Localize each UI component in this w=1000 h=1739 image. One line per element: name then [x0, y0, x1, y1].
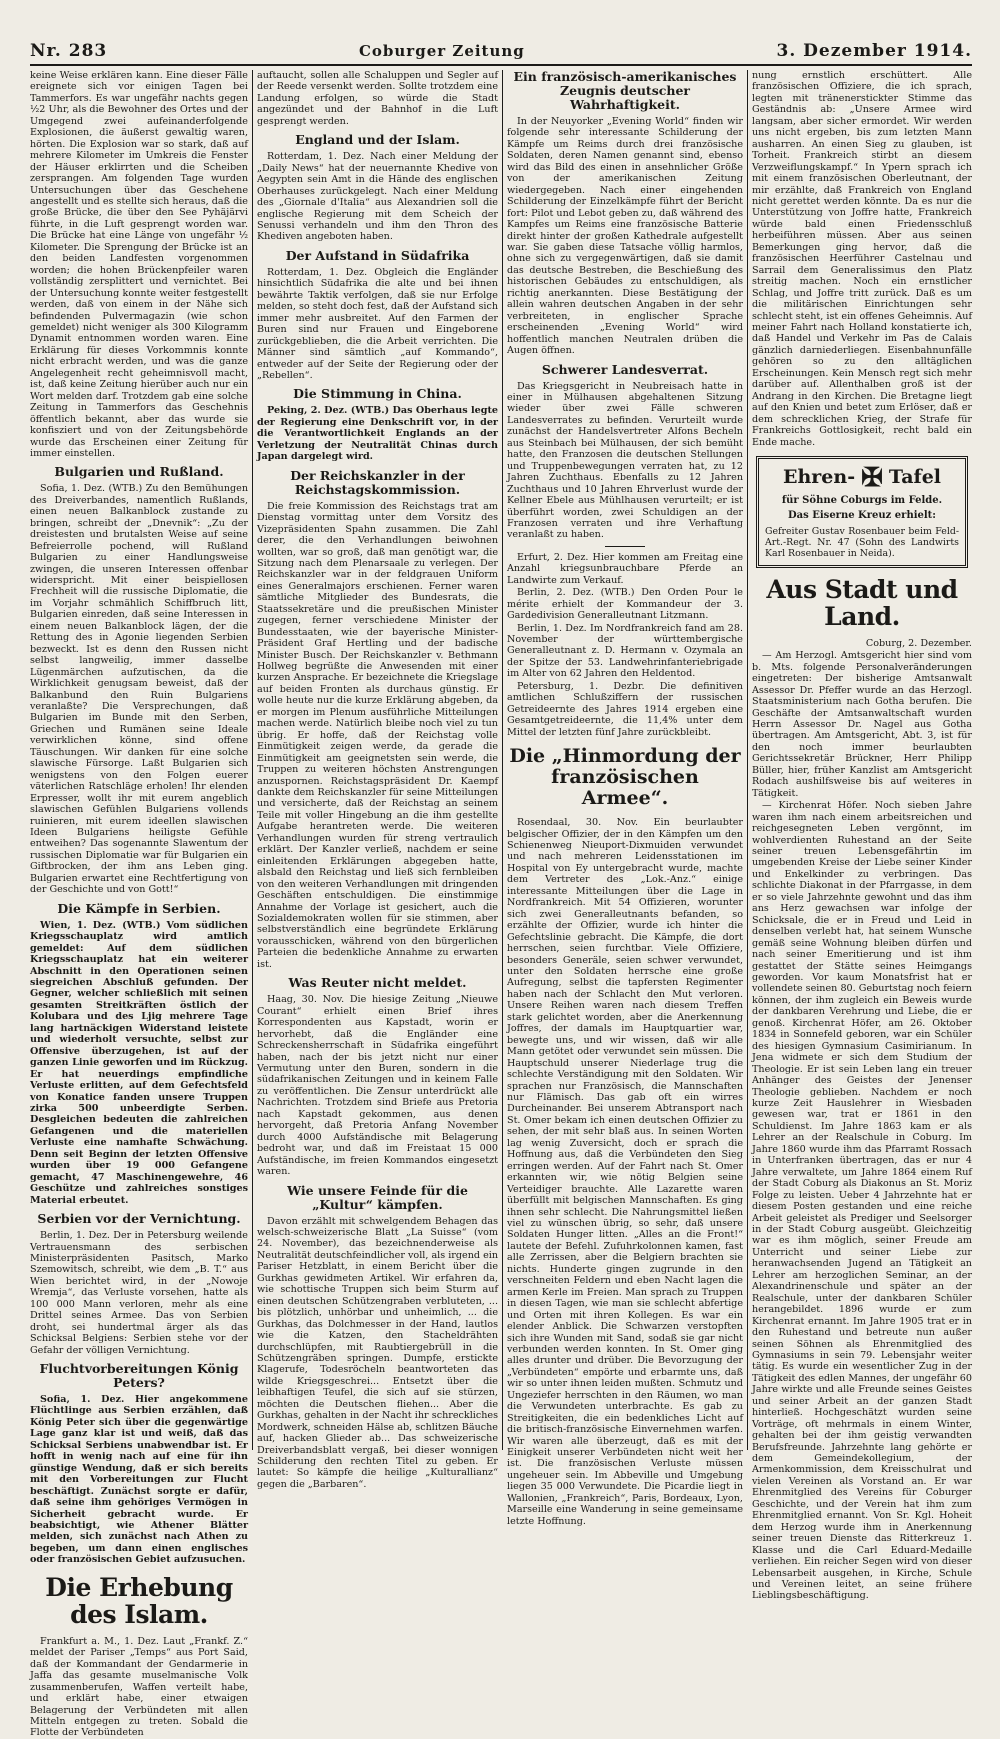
- column-3: [507, 69, 743, 1527]
- article-text: Rotterdam, 1. Dez. Nach einer Meldung der „Daily News“ hat der neuernannte Khedive von Aegypten sein Amt in die Hände des englischen Oberhauses zurückgelegt. Nach einer Meldung des „Giornale d'Italia“ aus Alexandrien soll die englische Regierung mit dem Scheich der Senussi verhandeln und ihm den Thron des Khediven angeboten haben.: [257, 151, 498, 243]
- article-text: Das Kriegsgericht in Neubreisach hatte in einer in Mülhausen abgehaltenen Sitzung wieder über zwei Fälle schweren Landesverrates zu befinden. Verurteilt wurde zunächst der Handelsvertreter Alfons Becheln aus Steinbach bei Mülhausen, der sich bemüht hatte, den Franzosen die deutschen Stellungen und Truppenbewegungen verraten hat, zu 12 Jahren Zuchthaus. Ebenfalls zu 12 Jahren Zuchthaus und 10 Jahren Ehrverlust wurde der Kellner Ebele aus Mühlhausen verurteilt; er ist überführt worden, zwei Schuldigen an der Franzosen verraten und ihre Verhaftung veranlaßt zu haben.: [507, 380, 743, 541]
- honor-roll-heading: Das Eiserne Kreuz erhielt:: [788, 510, 936, 522]
- article-text: Rosendaal, 30. Nov. Ein beurlaubter belgischer Offizier, der in den Kämpfen um den Schienenweg Nieuport-Dixmuiden verwundet und nach mehreren Leidensstationen im Hospital von Ey untergebracht wurde, machte dem Vertreter des „Lok.-Anz.“ einige interessante Mitteilungen über die Lage in Nordfrankreich. Mit 54 Offizieren, worunter sich zwei Generalleutnants befanden, so erzählte der Offizier, wurde ich hinter die Gefechtslinie gebracht. Die Kämpfe, die dort herrschen, seien furchtbar. Viele Offiziere, besonders Generäle, seien schwer verwundet, unter den Soldaten herrsche eine große Aufregung, selbst die tapfersten Regimenter haben nach der Schlacht den Mut verloren. Unsere Reihen waren nach diesem Treffen stark gelichtet worden, aber die Anerkennung Joffres, der damals im Hauptquartier war, bewegte uns, und wir wissen, daß wir alle Mann getötet oder verwundet sein müssen. Die Hauptschuld unserer Niederlage trug die schlechte Verständigung mit den Soldaten. Wir sprachen nur Französisch, die Mannschaften nur Flämisch. Das gab oft ein wirres Durcheinander. Bei unserem Abtransport nach St. Omer bekam ich einen deutschen Offizier zu sehen, der mit sehr blaß aus. In seinen Worten lag wenig Zuversicht, doch er sprach die Hoffnung aus, daß die Verbündeten den Sieg erringen werden. Auf der Fahrt nach St. Omer erkannten wir, wie nötig Belgien seine Verteidiger brauchte. Alle Lazarette waren überfüllt mit belgischen Mannschaften. Es ging ihnen sehr schlecht. Die Nahrungsmittel ließen viel zu wünschen übrig, so sehr, daß unsere Soldaten Hunger litten. „Alles an die Front!“ lautete der Befehl. Zufuhrkolonnen kamen, fast alle Zerrissen, aber die Belgiern brachten sie nichts. Hunderte gingen zugrunde in den verschneiten Feldern und eben Nacht lagen die armen Kerle im Freien. Man sprach zu Truppen in diesen Tagen, wie man sie schlecht abfertige und Orten mit ihren Kollegen. Es war ein elender Anblick. Die Schwarzen verstopften sich ihre Wunden mit Sand, sodaß sie gar nicht verbunden werden konnten. In St. Omer ging alles drunter und drüber. Die Bevorzugung der „Verbündeten“ empörte und erbarmte uns, daß wir so unter ihnen leiden mußten. Schmutz und Ungeziefer herrschten in den Räumen, wo man die Verwundeten unterbrachte. Es gab zu Streitigkeiten, die ein bedenkliches Licht auf die britisch-französische Einvernehmen warfen. Wir waren alle überzeugt, daß es mit der Einigkeit unserer Verbündeten nicht weit her ist. Die französischen Verluste müssen ungeheuer sein. Im Abbeville und Umgebung liegen 35 000 Verwundete. Die Picardie liegt in Wallonien, „Frankreich“, Paris, Bordeaux, Lyon, Marseille eine Wanderung in seine gemeinsame letzte Hoffnung.: [507, 817, 743, 1527]
- headline-south-africa: Der Aufstand in Südafrika: [285, 247, 470, 263]
- headline-bulgaria: Bulgarien und Rußland.: [54, 464, 224, 480]
- headline-king-peter: Fluchtvorbereitungen König Peters?: [39, 1361, 239, 1391]
- headline-reuter: Was Reuter nicht meldet.: [288, 975, 467, 991]
- article-text: Die freie Kommission des Reichstags trat am Dienstag vormittag unter dem Vorsitz des Vizepräsidenten Spahn zusammen. Die Zahl derer, die den Verhandlungen beiwohnen wollten, war so groß, daß man genötigt war, die Sitzung nach dem Plenarsaale zu verlegen. Der Reichskanzler war in der feldgrauen Uniform eines Generalmajors erschienen. Ferner waren sämtliche Mitglieder des Bundesrats, die Staatssekretäre und die preußischen Minister zugegen, ferner verschiedene Minister der Bundesstaaten, wie der bayerische Minister-Präsident Graf Hertling und der badische Minister Busch. Der Reichskanzler v. Bethmann Hollweg begrüßte die Anwesenden mit einer kurzen Ansprache. Er bezeichnete die Kriegslage auf beiden Fronten als durchaus günstig. Er wolle heute nur die kurze Erklärung abgeben, da er morgen im Plenum ausführliche Mitteilungen machen werde. Natürlich bleibe noch viel zu tun übrig. Er hoffe, daß der Reichstag volle Einmütigkeit zeigen werde, da gerade die Einmütigkeit am geeignetsten sein werde, die Truppen zu weiteren höchsten Anstrengungen anzuspornen. Reichstagspräsident Dr. Kaempf dankte dem Reichskanzler für seine Mitteilungen und versicherte, daß der Reichstag an seinem Teile mit voller Hingebung an die ihm gestellte Aufgabe herantreten werde. Die weiteren Verhandlungen wurden für streng vertraulich erklärt. Der Kanzler verließ, nachdem er seine einleitenden Erklärungen abgegeben hatte, alsbald den Reichstag und ließ sich fernbleiben von den weiteren Verhandlungen mit dringenden Geschäften entschuldigen. Die einstimmige Annahme der Vorlage ist gesichert, auch die Sozialdemokraten wollen für sie stimmen, aber selbstverständlich eine begründete Erklärung vorausschicken, während von den bürgerlichen Parteien die bedenkliche Annahme zu erwarten ist.: [257, 500, 498, 970]
- honor-roll-box: [756, 456, 968, 568]
- column-rule: [747, 70, 748, 1450]
- column-4: [752, 70, 972, 1602]
- honor-roll-title-left: Ehren-: [782, 466, 856, 489]
- column-1: [30, 70, 248, 1739]
- newspaper-title: Coburger Zeitung: [358, 42, 525, 60]
- headline-treason: Schwerer Landesverrat.: [541, 361, 709, 377]
- article-text: keine Weise erklären kann. Eine dieser Fälle ereignete sich vor einigen Tagen bei Tammerfors. Es war ungefähr nachts gegen ½2 Uhr, als die Bewohner des Ortes und der Umgegend zwei aufeinanderfolgende Explosionen, die äußerst gewaltig waren, hörten. Die Explosion war so stark, daß auf mehrere Kilometer im Umkreis die Fenster der Häuser erklirrten und die Scheiben zersprangen. Am folgenden Tage wurden Untersuchungen über das Geschehene angestellt und es stellte sich heraus, daß die große Brücke, die über den See Pyhäjärvi führte, in die Luft gesprengt worden war. Die Brücke hat eine Länge von ungefähr ½ Kilometer. Die Sprengung der Brücke ist an den beiden Landfesten vorgenommen worden; die hohen Brückenpfeiler waren vollständig zersplittert und vernichtet. Bei der Untersuchung konnte weiter festgestellt werden, daß von einem in der Nähe sich befindenden Pulvermagazin (wie schon gemeldet) nicht weniger als 300 Kilogramm Dynamit entnommen worden waren. Eine Erklärung für dieses Vorkommnis konnte nicht erbracht werden, und was die ganze Angelegenheit recht geheimnisvoll macht, ist, daß keine Zeitung hierüber auch nur ein Wort melden darf. Trotzdem gab eine solche Zeitung in Tammerfors das Geschehnis öffentlich bekannt, aber das wurde sie konfisziert und von der Zeitungsbehörde wurde das Erscheinen einer Zeitung für immer einstellen.: [30, 70, 248, 459]
- honor-roll-title: [765, 462, 959, 493]
- headline-china: Die Stimmung in China.: [293, 386, 462, 402]
- column-2: [257, 70, 498, 1490]
- dateline: Coburg, 2. Dezember.: [865, 637, 972, 649]
- honor-roll-subtitle: für Söhne Coburgs im Felde.: [781, 494, 943, 506]
- article-text: Petersburg, 1. Dezbr. Die definitiven amtlichen Schlußziffern der russischen Getreideernte des Jahres 1914 ergeben eine Gesamtgetreideernte, die 11,4% unter dem Mittel der letzten fünf Jahre zurückbleibt.: [507, 680, 743, 738]
- article-text: Sofia, 1. Dez. Hier angekommene Flüchtlinge aus Serbien erzählen, daß König Peter sich über die gegenwärtige Lage ganz klar ist und weiß, daß das Schicksal Serbiens unabwendbar ist. Er hofft in wenig nach auf eine für ihn günstige Wendung, daß er sich bereits mit den Vorbereitungen zur Flucht beschäftigt. Zunächst sorgte er dafür, daß seine ihm gehöriges Vermögen in Sicherheit gebracht wurde. Er beabsichtigt, wie Athener Blätter melden, sich zunächst nach Athen zu begeben, um dann einen englisches oder französischen Gebiet aufzusuchen.: [30, 1394, 248, 1566]
- headline-serbia-destruction: Serbien vor der Vernichtung.: [37, 1211, 241, 1227]
- article-text: nung ernstlich erschüttert. Alle französischen Offiziere, die ich sprach, legten mit tränenerstickter Stimme das Geständnis ab: „Unsere Armee wird langsam, aber sicher ermordet. Wir werden uns nicht ergeben, bis zum letzten Mann ausharren. An einen Sieg zu glauben, ist Torheit. Frankreich stirbt an diesem Verzweiflungskampf.“ In Ypern sprach ich mit einem französischen Oberleutnant, der mir erzählte, daß Frankreich von England nicht gerettet werden könnte. Da es nur die Unterstützung von Joffre hatte, Frankreich würde bald einen Friedensschluß herbeiführen müssen. Aber aus seinen Bemerkungen ging hervor, daß die französischen Heerführer Castelnau und Sarrail dem Generalissimus den Platz streitig machen. Noch ein ernstlicher Schlag, und Joffre tritt zurück. Daß es um die militärischen Einrichtungen sehr schlecht steht, ist ein offenes Geheimnis. Auf meiner Fahrt nach Holland konstatierte ich, daß Handel und Verkehr im Pas de Calais gänzlich darniederliegen. Eisenbahnunfälle gehören so zu den alltäglichen Erscheinungen. Kein Mensch regt sich mehr darüber auf. Allenthalben groß ist der Andrang in den Kirchen. Die Bretagne liegt auf den Knien und betet zum Erlöser, daß er dem schrecklichen Krieg, der Strafe für Frankreichs Gottlosigkeit, recht bald ein Ende mache.: [752, 70, 972, 448]
- article-text: Berlin, 1. Dez. Der in Petersburg weilende Vertrauensmann des serbischen Ministerpräsidenten Pasitsch, Marko Szemowitsch, schreibt, wie dem „B. T.“ aus Wien berichtet wird, in der „Nowoje Wremja“, das Verluste vorsehen, hatte als 100 000 Mann verloren, mehr als eine Drittel seines Armee. Das von Serbien droht, sei hundertmal ärger als das Schicksal Belgiens: Serbien stehe vor der Gefahr der völligen Vernichtung.: [30, 1230, 248, 1356]
- headline-chancellor: Der Reichskanzler in der Reichstagskommission.: [290, 467, 465, 497]
- honor-roll-entry: Gefreiter Gustav Rosenbauer beim Feld-Art.-Regt. Nr. 47 (Sohn des Landwirts Karl Rosenbauer in Neida).: [765, 525, 959, 559]
- article-text: — Am Herzogl. Amtsgericht hier sind vom b. Mts. folgende Personalveränderungen eingetreten: Der bisherige Amtsanwalt Assessor Dr. Pfeffer wurde an das Herzogl. Staatsministerium nach Gotha berufen. Die Geschäfte der Amtsanwaltschaft wurden Herrn Assessor Dr. Nagel aus Gotha übertragen. Am Amtsgericht, Abt. 3, ist für den noch immer beurlaubten Gerichtssekretär Brückner, Herr Philipp Büller, hier, früher Kanzlist am Amtsgericht Rodach aushilfsweise bis auf weiteres in Tätigkeit.: [752, 650, 972, 799]
- column-rule: [502, 70, 503, 1450]
- article-text: Erfurt, 2. Dez. Hier kommen am Freitag eine Anzahl kriegsunbrauchbare Pferde an Landwirte zum Verkauf.: [507, 551, 743, 586]
- headline-city-country: Aus Stadt und Land.: [766, 574, 958, 631]
- masthead: [30, 38, 972, 66]
- headline-islam: Die Erhebung des Islam.: [45, 1572, 233, 1629]
- article-text: Frankfurt a. M., 1. Dez. Laut „Frankf. Z.“ meldet der Pariser „Temps“ aus Port Said, daß der Kommandant der Gendarmerie in Jaffa das gesamte muselmanische Volk zusammenberufen, Waffen verteilt habe, und erklärt habe, einer etwaigen Belagerung der Verbündeten mit allen Mitteln entgegen zu treten. Sobald die Flotte der Verbündeten: [30, 1635, 248, 1739]
- headline-england-islam: England und der Islam.: [295, 132, 460, 148]
- article-text: — Kirchenrat Höfer. Noch sieben Jahre waren ihm nach einem arbeitsreichen und reichgesegneten Leben vergönnt, im wohlverdienten Ruhestand an der Seite seiner treuen Lebensgefährtin im umgebenden Kreise der Liebe seiner Kinder und Enkelkinder zu verbringen. Das schlichte Diakonat in der Pfarrgasse, in dem er so viele Jahrzehnte gewohnt und das ihm ans Herz gewachsen war infolge der Schicksale, die er in Freud und Leid in denselben verlebt hat, hat seinem Wunsche gemäß seine Wohnung bleiben dürfen und nach seiner Emeritierung und ist ihm gestattet der Stätte seines Heimgangs geworden. Vor kaum Monatsfrist hat er vollendete seinen 80. Geburtstag noch feiern können, der ihm zugleich ein Beweis wurde der dankbaren Verehrung und Liebe, die er genoß. Kirchenrat Höfer, am 26. Oktober 1834 in Sonnefeld geboren, war ein Schüler des hiesigen Gymnasium Casimirianum. In Jena widmete er sich dem Studium der Theologie. Er ist sein Leben lang ein treuer Anhänger des Geistes der Jenenser Theologie geblieben. Nachdem er noch kurze Zeit Hauslehrer in Wiesbaden gewesen war, trat er 1861 in den Schuldienst. Im Jahre 1863 kam er als Lehrer an der Realschule in Coburg. Im Jahre 1860 wurde ihm das Pfarramt Rossach in Unterfranken übertragen, das er nur 4 Jahre verwaltete, um Jahre 1864 einem Ruf der Stadt Coburg als Diakonus an St. Moriz Folge zu leisten. Ueber 4 Jahrzehnte hat er diesem Posten gestanden und eine reiche Arbeit geleistet als Prediger und Seelsorger in der Stadt Coburg ausgeübt. Gleichzeitig war es ihm möglich, seiner Freude am Unterricht und seiner Liebe zur heranwachsenden Jugend an Tätigkeit an Lehrer am herzoglichen Seminar, an der Alexandrinenschule und später an der Realschule, unter der dankbaren Schüler herangebildet. 1896 wurde er zum Kirchenrat ernannt. Im Jahre 1905 trat er in den Ruhestand und betreute nun außer seinen Söhnen als Ehrenmitglied des Gymnasiums in sein 79. Lebensjahr weiter tätig. Es wurde ein wesentlicher Zug in der Tätigkeit des edlen Mannes, der ungefähr 60 Jahre wirkte und alle Freunde seines Geistes und seiner Arbeit an der ganzen Stadt hinterließ. Hochgeschätzt wurden seine Vorträge, oft mehrmals in einem Winter, gehalten bei der ihm geistig verwandten Berufsfreunde. Jahrzehnte lang gehörte er dem Gemeindekollegium, der Armenkommission, dem Kreisschulrat und vielen Vereinen als Vorstand an. Er war Ehrenmitglied des Vereins für Coburger Geschichte, und der Verein hat ihm zum Ehrenmitglied ernannt. Von Sr. Kgl. Hoheit dem Herzog wurde ihm in Anerkennung seiner treuen Dienste das Ritterkreuz 1. Klasse und die Carl Eduard-Medaille verliehen. Ein reicher Segen wird von dieser Lebensarbeit ausgehen, in Kirche, Schule und Vereinen leitet, an seine frühere Lieblingsbeschäftigung.: [752, 800, 972, 1602]
- headline-serbia: Die Kämpfe in Serbien.: [57, 900, 221, 916]
- issue-number: Nr. 283: [30, 41, 108, 61]
- iron-cross-icon: ✠: [861, 462, 883, 493]
- article-text: Sofia, 1. Dez. (WTB.) Zu den Bemühungen des Dreiverbandes, namentlich Rußlands, einen neuen Balkanblock zustande zu bringen, schreibt der „Dnevnik“: „Zu der dreistesten und brutalsten Weise auf seine Befreierrolle pochend, will Rußland Bulgarien zu einer Handlungsweise zwingen, die unseren Interessen offenbar widerspricht. Mit einer beispiellosen Frechheit will die russische Diplomatie, die im Vorjahr schmählich Schiffbruch litt, Bulgarien einreden, daß seine Interessen in einem neuen Balkanblock lägen, der die Rettung des in Agonie liegenden Serbien bezweckt. Ist es denn den Russen nicht selbst langweilig, immer dasselbe Lügenmärchen aufzutischen, da die Wirklichkeit genugsam beweist, daß der Balkanbund den Ruin Bulgariens veranlaßte? Die Versprechungen, daß Bulgarien im Bunde mit den Serben, Griechen und Rumänen seine Ideale verwirklichen könne, sind offene Täuschungen. Wir danken für eine solche slawische Fürsorge. Laßt Bulgarien sich wenigstens von den Folgen euerer väterlichen Ratschläge erholen! Ihr elenden Erpresser, wollt ihr mit eurem angeblich slawischen Gefühlen Bulgariens vollends ruinieren, mit eurem ideellen slawischen Ideen Bulgariens heiligste Gefühle entweihen? Das sogenannte Slawentum der russischen Diplomatie war für Bulgarien ein Giftbrocken, der ihm ans Leben ging. Bulgarien erwartet eine Rechtfertigung von der Geschichte und von Gott!“: [30, 483, 248, 896]
- article-text: Rotterdam, 1. Dez. Obgleich die Engländer hinsichtlich Südafrika die alte und bei ihnen bewährte Taktik verfolgen, daß sie nur Erfolge melden, so steht doch fest, daß der Aufstand sich immer mehr ausbreitet. Auf den Farmen der Buren sind nur Frauen und Eingeborene zurückgeblieben, die die Arbeit verrichten. Die Männer sind sämtlich „auf Kommando“, entweder auf der Seite der Regierung oder der „Rebellen“.: [257, 266, 498, 381]
- headline-french-army: Die „Hinmordung der französischen Armee“.: [509, 745, 741, 810]
- article-text: Davon erzählt mit schwelgendem Behagen das welsch-schweizerische Blatt „La Suisse“ (vom 24. November), das bezeichnenderweise als Neutralität deutschfeindlicher voll, als irgend ein Pariser Hetzblatt, in einem Bericht über die Gurkhas gewidmeten Artikel. Wir erfahren da, wie schottische Truppen sich beim Sturm auf einen deutschen Schützengraben verbluteten, ... bis plötzlich, unhörbar und unheimlich, ... die Gurkhas, das Dolchmesser in der Hand, lautlos wie die Katzen, den Stacheldrähten durchschlüpfen, mit Raubtiergebrüll in die Schützengräben springen. Dumpfe, erstickte Klagerufe, Todesröcheln beantworteten das wilde Kriegsgeschrei... Entsetzt über die leibhaftigen Teufel, die sich auf sie stürzen, möchten die Deutschen fliehen... Aber die Gurkhas, gehalten in der Nacht ihr schreckliches Mordwerk, schneiden Hälse ab, schlitzen Bäuche auf, hacken Glieder ab... Das schweizerische Dreiverbandsblatt vergaß, bei dieser wonnigen Schilderung den rechten Titel zu geben. Er lautet: So kämpfe die heilige „Kulturallianz“ gegen die „Barbaren“.: [257, 1215, 498, 1490]
- column-rule: [252, 70, 253, 1450]
- headline-testimony: Ein französisch-amerikanisches Zeugnis deutscher Wahrhaftigkeit.: [513, 69, 737, 112]
- honor-roll-title-right: Tafel: [888, 466, 942, 489]
- article-text: Haag, 30. Nov. Die hiesige Zeitung „Nieuwe Courant“ erhielt einen Brief ihres Korrespondenten aus Kapstadt, worin er hervorhebt, daß die Engländer eine Schreckensherrschaft in Südafrika eingeführt haben, nach der bis jetzt nicht nur einer Vermutung unter den Buren, sondern in die südafrikanischen Zeitungen und in keinem Falle zu veröffentlichen. Die Zensur unterdrückt alle Nachrichten. Trotzdem sind Briefe aus Pretoria nach Kapstadt gekommen, aus denen hervorgeht, daß Pretoria Anfang November durch 4000 Aufständische mit Belagerung bedroht war, und daß im Freistaat 15 000 Aufständische, im freien Kommandos eingesetzt waren.: [257, 994, 498, 1178]
- article-text: Berlin, 1. Dez. Im Nordfrankreich fand am 28. November der württembergische Generalleutnant z. D. Hermann v. Ozymala an der Spitze der 53. Landwehrinfanteriebrigade im Alter von 62 Jahren den Heldentod.: [507, 622, 743, 680]
- article-text: auftaucht, sollen alle Schaluppen und Segler auf der Reede versenkt werden. Sollte trotzdem eine Landung erfolgen, so würde die Stadt angezündet und der Bahnhof in die Luft gesprengt werden.: [257, 70, 498, 127]
- article-text: Berlin, 2. Dez. (WTB.) Den Orden Pour le mérite erhielt der Kommandeur der 3. Gardedivision Generalleutnant Litzmann.: [507, 587, 743, 622]
- headline-enemies-culture: Wie unsere Feinde für die „Kultur“ kämpfen.: [287, 1182, 468, 1212]
- issue-date: 3. Dezember 1914.: [776, 41, 972, 61]
- article-text: Peking, 2. Dez. (WTB.) Das Oberhaus legte der Regierung eine Denkschrift vor, in der die Verantwortlichkeit Englands an der Verletzung der Neutralität Chinas durch Japan dargelegt wird.: [257, 405, 498, 463]
- article-text: Wien, 1. Dez. (WTB.) Vom südlichen Kriegsschauplatz wird amtlich gemeldet: Auf dem südlichen Kriegsschauplatz hat ein weiterer Abschnitt in den Operationen seinen siegreichen Abschluß gefunden. Der Gegner, welcher schließlich mit seinen gesamten Streitkräften östlich der Kolubara und des Ljig mehrere Tage lang hartnäckigen Widerstand leistete und wiederholt versuchte, selbst zur Offensive überzugehen, ist auf der ganzen Linie geworfen und im Rückzug. Er hat neuerdings empfindliche Verluste erlitten, auf dem Gefechtsfeld von Konatice fanden unsere Truppen zirka 500 unbeerdigte Serben. Desgleichen bedeuten die zahlreichen Gefangenen und die materiellen Verluste eine namhafte Schwächung. Denn seit Beginn der letzten Offensive wurden über 19 000 Gefangene gemacht, 47 Maschinengewehre, 46 Geschütze und zahlreiches sonstiges Material erbeutet.: [30, 919, 248, 1206]
- article-text: In der Neuyorker „Evening World“ finden wir folgende sehr interessante Schilderung der Kämpfe um Reims durch drei französische Soldaten, deren Namen genannt sind, ebenso wird das Bild des einen in ansehnlicher Größe von der amerikanischen Zeitung wiedergegeben. Nach einer eingehenden Schilderung der Einzelkämpfe führt der Bericht fort: Pilot und Lebot geben zu, daß während des Kampfes um Reims eine französische Batterie direkt hinter der großen Kathedrale aufgestellt war. Sie gaben diese Tatsache völlig harmlos, ohne sich zu vergegenwärtigen, daß sie damit das deutsche Bestreben, die Beschießung des historischen Gebäudes zu entschuldigen, als richtig anerkannten. Diese Bestätigung der allein wahren deutschen Angaben in der sehr verbreiteten, in englischer Sprache erscheinenden „Evening World“ wird hoffentlich manchen Neutralen drüben die Augen öffnen.: [507, 116, 743, 357]
- divider: [605, 546, 645, 547]
